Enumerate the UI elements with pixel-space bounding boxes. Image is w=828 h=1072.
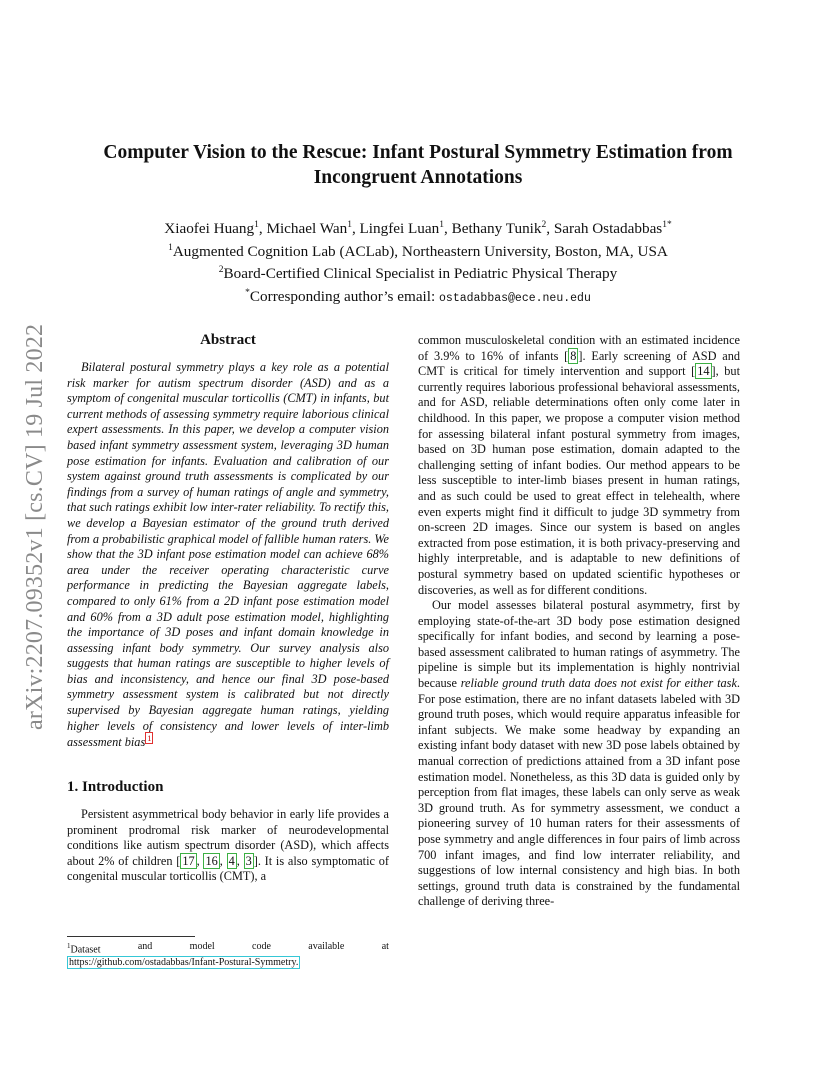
abstract-heading: Abstract (200, 332, 256, 348)
author: Michael Wan (266, 220, 348, 238)
intro-paragraph: common musculoskeletal condition with an estimated incidence of 3.9% to 16% of infants [ 8 ]. Early screening of ASD and CMT is critical for timely intervention and support [ 14 ], but currently requires laborious professional behavioral assessments, and for ASD, reliable determinations often only come later in childhood. In this paper, we propose a computer vision method for assessing bilateral infant postural symmetry from images, based on 3D human pose estimation, domain adapted to the challenging setting of infant bodies. Our method appears to be less susceptible to inter-limb biases present in human ratings, and as such could be used to great effect in telehealth, where even experts might find it difficult to judge 3D symmetry from on-screen 2D images. Since our system is based on angles extracted from pose estimation, it is both privacy-preserving and highly interpretable, and is adaptable to new definitions of postural symmetry based on updated scientific hypotheses or discoveries, as well as for different conditions. (418, 333, 740, 597)
author: Lingfei Luan (359, 220, 440, 238)
right-column (418, 333, 740, 910)
footnote: $^1$Dataset and model code available at https://github.com/ostadabbas/Infant-Postural-Symmetry. (67, 941, 389, 969)
corresponding-author: *Corresponding author’s email: ostadabbas@ece.neu.edu (245, 287, 591, 306)
intro-paragraph: Our model assesses bilateral postural asymmetry, first by employing state-of-the-art 3D body pose estimation designed specifically for infant bodies, and second by learning a pose-based assessment calibrated to human ratings of asymmetry. The pipeline is simple but its implementation is highly nontrivial because reliable ground truth data does not exist for either task. For pose estimation, there are no infant datasets labeled with 3D ground truth poses, which would require apparatus infeasible for infant subjects. We make some headway by expanding an existing infant body dataset with new 3D pose labels obtained by manual correction of predictions attained from a 3D infant pose estimation model. Nonetheless, as this 3D data is guided only by perception from flat images, these labels can only serve as weak 3D ground truth. As for symmetry assessment, we conduct a pioneering survey of 10 human raters for their assessments of pose symmetry and angle differences in four pairs of limb across 700 infant images, and find low interrater reliability, and suggestions of low internal consistency and high bias. In both settings, ground truth data is constrained by the fundamental challenge of deriving three- (418, 598, 740, 909)
author: Xiaofei Huang (164, 220, 255, 238)
author-block (80, 216, 756, 309)
repository-link[interactable]: https://github.com/ostadabbas/Infant-Postural-Symmetry. (69, 957, 299, 969)
citation-link[interactable]: 17 (182, 853, 195, 868)
citation-link[interactable]: 4 (228, 853, 235, 868)
author: Sarah Ostadabbas (553, 220, 663, 238)
citation-link[interactable]: 3 (245, 853, 252, 868)
footnote-link[interactable]: 1 (147, 733, 152, 744)
author: Bethany Tunik (451, 220, 542, 238)
paper-title: Computer Vision to the Rescue: Infant Postural Symmetry Estimation from Incongruent Annotations (103, 142, 733, 188)
intro-paragraph: Persistent asymmetrical body behavior in early life provides a prominent prodromal risk marker of neurodevelopmental conditions like autism spectrum disorder (ASD), which affects about 2% of children [ 17 , 16 , 4 , 3 ]. It is also symptomatic of congenital muscular torticollis (CMT), a (67, 806, 389, 884)
left-column (67, 330, 389, 885)
footnote-rule (67, 936, 195, 937)
affiliation-1: $^1$Augmented Cognition Lab (ACLab), Northeastern University, Boston, MA, USA (168, 242, 668, 260)
author-list: Xiaofei Huang$^1$, Michael Wan$^1$, Lingfei Luan$^1$, Bethany Tunik$^2$, Sarah Ostadabbas$^{1*}$ (164, 220, 672, 238)
citation-link[interactable]: 8 (570, 348, 577, 363)
citation-link[interactable]: 16 (205, 853, 218, 868)
author-email[interactable]: ostadabbas@ece.neu.edu (439, 292, 591, 306)
citation-link[interactable]: 14 (697, 364, 710, 379)
section-heading: 1. Introduction (67, 778, 164, 795)
affiliation-2: $^2$Board-Certified Clinical Specialist in Pediatric Physical Therapy (218, 265, 618, 283)
abstract-text: Bilateral postural symmetry plays a key role as a potential risk marker for autism spectrum disorder (ASD) and as a symptom of congenital muscular torticollis (CMT) in infants, but current methods of assessing symmetry require laborious clinical expert assessments. In this paper, we develop a computer vision based infant symmetry assessment system, leveraging 3D human pose estimation for infants. Evaluation and calibration of our system against ground truth assessments is complicated by our findings from a survey of human ratings of angle and symmetry, that such ratings exhibit low inter-rater reliability. To rectify this, we develop a Bayesian estimator of the ground truth derived from a probabilistic graphical model of fallible human raters. We show that the 3D infant pose estimation model can achieve 68% area under the receiver operating characteristic curve performance in predicting the Bayesian aggregate labels, compared to only 61% from a 2D infant pose estimation model and 60% from a 3D adult pose estimation model, highlighting the importance of 3D poses and infant domain knowledge in assessing infant body symmetry. Our survey analysis also suggests that human ratings are susceptible to higher levels of bias and inconsistency, and hence our final 3D pose-based symmetry assessment system is calibrated but not directly supervised by Bayesian aggregate human ratings, yielding higher levels of consistency and lower levels of inter-limb assessment bias $^1$ (67, 360, 389, 750)
arxiv-stamp: arXiv:2207.09352v1 [cs.CV] 19 Jul 2022 (22, 323, 48, 730)
